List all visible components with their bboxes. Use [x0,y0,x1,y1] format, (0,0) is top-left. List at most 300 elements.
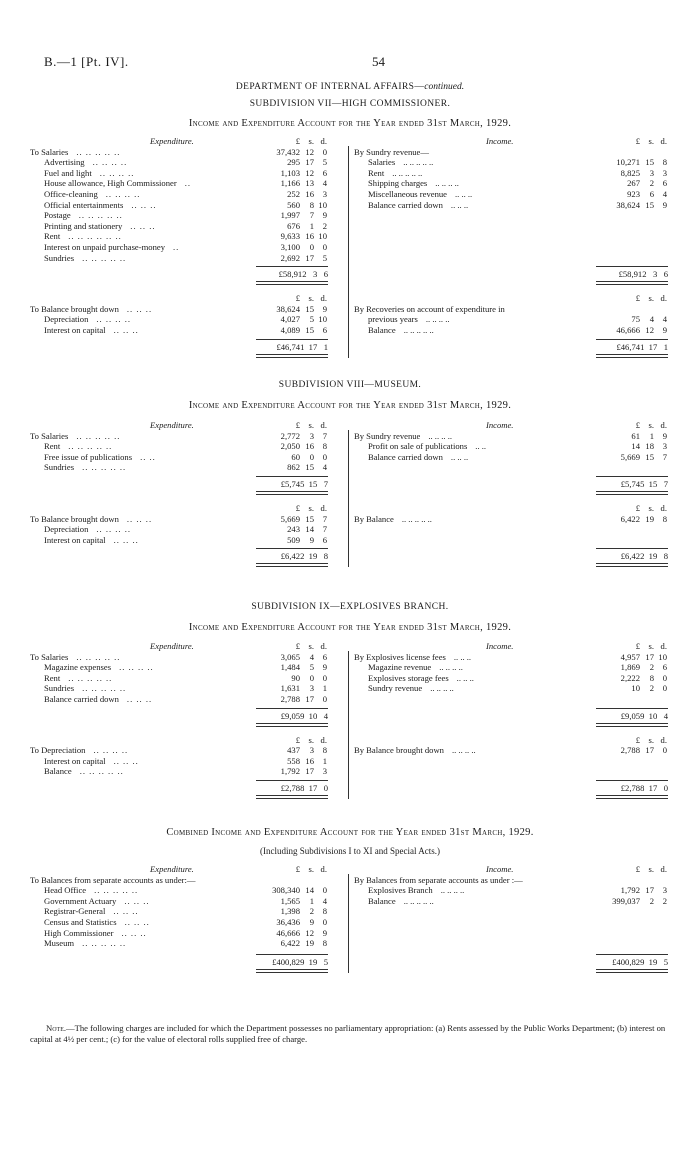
total-double-rule [596,281,668,285]
exp-row-label [44,231,122,242]
pounds-head: £ [635,503,640,513]
inc-row [30,147,670,158]
exp-amount-pounds: 60 [291,451,300,462]
exp-amount-shillings: 16 [305,441,314,452]
row-label-text: Balance carried down [44,694,119,704]
exp-amount-pounds: 90 [291,672,300,683]
exp-amount-pounds: 5,669 [280,513,300,524]
exp-row [30,917,670,928]
exp-amount-pence: 0 [322,451,327,462]
leader-dots: .. .. .. .. [93,745,129,756]
inc-amount-shillings: 18 [645,441,654,452]
exp-row [30,231,670,242]
leader-dots: .. .. .. .. .. [82,938,127,949]
leader-dots: .. .. .. .. .. [79,766,124,777]
row-label-text: Miscellaneous revenue [368,189,447,199]
total-rule [256,548,328,549]
leader-dots: .. .. .. .. [96,524,132,535]
expenditure-heading: Expenditure. [150,864,194,874]
inc-amount-pounds: 2,788 [620,745,640,756]
inc-total: £5,745 15 7 [620,479,668,489]
exp-amount-pounds: 1,166 [280,178,300,189]
exp-row [30,906,670,917]
inc-amount-pounds: 923 [627,189,640,199]
exp-amount-pence: 0 [322,917,327,927]
row-label-text: To Balance brought down [30,513,119,524]
exp-amount-pence: 10 [318,231,327,242]
exp-amount-pounds: 509 [287,534,300,545]
inc-row [30,885,670,896]
pounds-head: £ [635,641,640,651]
exp-amount-pounds: 2,788 [280,694,300,704]
row-label-text: Postage [44,210,71,221]
exp-amount-pence: 8 [322,938,327,949]
expenditure-heading: Expenditure. [150,136,194,146]
inc-amount-pence: 3 [662,885,667,896]
inc-amount-shillings: 15 [645,451,654,462]
inc-amount-shillings: 15 [645,157,654,168]
inc-amount-shillings: 19 [645,513,654,524]
row-label-text: Rent [368,167,385,178]
inc-row [30,189,670,200]
exp-row-label [44,766,124,777]
leader-dots: .. .. .. .. .. [76,146,121,157]
pence-head: d. [660,293,667,304]
leader-dots: .. .. .. .. .. [68,441,113,452]
exp-row [30,938,670,949]
inc-amount-pence: 2 [662,895,667,906]
inc-amount-shillings: 6 [649,189,654,199]
expenditure-heading: Expenditure. [150,420,194,430]
pence-head: d. [320,641,327,651]
leader-dots: .. .. .. .. .. [401,513,432,524]
pounds-head: £ [635,734,640,745]
exp-amount-shillings: 15 [305,513,314,524]
pence-head: d. [320,864,327,874]
pence-head: d. [660,641,667,651]
inc-amount-shillings: 1 [649,430,654,441]
shillings-head: s. [648,641,654,651]
exp-row [30,242,670,253]
exp-amount-shillings: 1 [309,895,314,906]
exp-amount-pounds: 37,432 [276,146,300,157]
exp-amount-pence: 7 [322,513,327,524]
row-label-text: By Recoveries on account of expenditure in [354,303,505,314]
inc-amount-pence: 4 [662,314,667,325]
shillings-head: s. [648,136,654,146]
inc-row-label [368,441,486,452]
exp-amount-shillings: 9 [309,534,314,545]
inc-amount-shillings: 2 [649,683,654,694]
exp-row [30,524,670,535]
inc-row-label [368,885,464,896]
row-label-text: Census and Statistics [44,917,117,927]
exp-amount-pence: 0 [322,694,327,704]
exp-row [30,928,670,939]
subdivision-title: SUBDIVISION IX—EXPLOSIVES BRANCH. [251,602,449,612]
exp-row [30,253,670,264]
inc-row [30,452,670,463]
row-label-text: To Salaries [30,651,69,662]
inc-row-label [368,896,434,907]
exp-total: £2,788 17 0 [280,783,328,793]
footnote [30,1023,670,1044]
exp-amount-pounds: 2,772 [280,430,300,441]
inc-total: £9,059 10 4 [620,710,668,721]
inc-amount-pence: 8 [662,157,667,168]
exp-amount-shillings: 14 [305,524,314,535]
exp-amount-pence: 7 [322,524,327,535]
row-label-text: Registrar-General [44,906,106,917]
row-label-text: To Balances from separate accounts as under:— [30,874,196,885]
row-label-text: Fuel and light [44,167,92,178]
exp-row [30,221,670,232]
exp-amount-pounds: 243 [287,524,300,535]
inc-amount-shillings: 17 [645,885,654,896]
row-label-text: Balance [44,766,72,777]
row-label-text: Shipping charges [368,178,428,189]
row-label-text: Balance carried down [368,451,443,462]
inc-row-label [368,673,474,684]
inc-total: £2,788 17 0 [620,783,668,793]
total-rule [596,548,668,549]
exp-amount-shillings: 8 [309,199,314,210]
exp-row-label [44,462,126,473]
inc-amount-shillings: 17 [645,745,654,756]
exp-row [30,694,670,705]
inc-amount-pence: 4 [662,189,667,199]
exp-amount-pence: 4 [322,462,327,473]
row-label-text: Head Office [44,885,87,896]
exp-amount-shillings: 19 [305,938,314,949]
exp-amount-pence: 9 [322,303,327,314]
exp-amount-shillings: 17 [305,157,314,168]
inc-amount-pence: 9 [662,430,667,441]
inc-amount-pence: 3 [662,441,667,452]
shillings-head: s. [308,293,314,304]
row-label-text: Free issue of publications [44,451,133,462]
leader-dots: .. .. .. .. .. [68,672,113,683]
inc-row-label [354,431,452,442]
pence-head: d. [320,503,327,513]
exp-amount-pence: 8 [322,441,327,452]
pounds-head: £ [635,864,640,874]
pence-head: d. [320,136,327,146]
exp-amount-shillings: 2 [309,906,314,917]
exp-amount-pence: 0 [322,146,327,157]
leader-dots: .. .. .. .. .. [82,462,127,473]
department-title: DEPARTMENT OF INTERNAL AFFAIRS—continued. [235,82,465,92]
combined-account-subtitle: (Including Subdivisions I to XI and Special Acts.) [260,846,440,856]
row-label-text: previous years [368,314,418,325]
inc-amount-pounds: 10 [631,683,640,694]
pence-head: d. [320,420,327,430]
exp-amount-pence: 3 [322,766,327,777]
pounds-head: £ [635,420,640,430]
pence-head: d. [660,503,667,513]
inc-total: £46,741 17 1 [616,341,668,352]
row-label-text: Interest on capital [44,325,106,335]
shillings-head: s. [308,420,314,430]
leader-dots: .. .. .. .. [451,745,476,756]
leader-dots: .. .. .. [113,534,139,545]
exp-amount-pounds: 1,631 [280,683,300,694]
exp-total: £5,745 15 7 [280,479,328,489]
exp-amount-pence: 7 [322,430,327,441]
shillings-head: s. [308,503,314,513]
inc-amount-pounds: 267 [627,178,640,189]
note-text: —The following charges are included for which the Department possesses no parliamentary appropriation: (a) Rents assessed by the Public Works Department; (b) interest on capital at 4½ per cent.; (c) for the value of electoral rolls supplied free of charge. [30,1023,666,1044]
leader-dots: .. [184,178,192,189]
row-label-text: To Salaries [30,146,69,157]
inc-row [30,157,670,168]
row-label-text: High Commissioner [44,927,114,938]
total-rule [596,476,668,477]
pence-head: d. [320,734,327,745]
exp-amount-pounds: 1,565 [280,895,300,906]
inc-row [30,745,670,756]
inc-amount-pounds: 61 [631,430,640,441]
pounds-head: £ [295,864,300,874]
leader-dots: .. .. .. .. [99,167,135,178]
row-label-text: Office-cleaning [44,189,98,199]
exp-amount-pence: 1 [322,755,327,766]
pounds-head: £ [295,420,300,430]
exp-amount-shillings: 16 [305,755,314,766]
exp-amount-shillings: 0 [309,451,314,462]
total-rule [596,708,668,709]
exp-amount-shillings: 0 [309,672,314,683]
inc-row [30,314,670,325]
total-rule [596,780,668,781]
inc-row [30,168,670,179]
inc-amount-pounds: 6,422 [620,513,640,524]
shillings-head: s. [648,503,654,513]
inc-row-label [368,189,472,200]
pence-head: d. [660,734,667,745]
shillings-head: s. [308,864,314,874]
inc-amount-pounds: 10,271 [616,157,640,168]
exp-row-label [44,253,126,264]
total-double-rule [256,491,328,495]
leader-dots: .. .. .. [453,651,472,662]
inc-amount-pence: 6 [662,178,667,189]
total-rule [256,780,328,781]
total-double-rule [596,795,668,799]
inc-row [30,875,670,886]
exp-row [30,756,670,767]
leader-dots: .. .. .. .. .. [403,157,434,168]
leader-dots: .. .. .. [126,303,153,314]
pence-head: d. [320,293,327,304]
exp-amount-pence: 6 [322,167,327,178]
row-label-text: By Balances from separate accounts as under :— [354,874,523,885]
leader-dots: .. .. .. .. .. [392,167,423,178]
expenditure-heading: Expenditure. [150,641,194,651]
exp-amount-shillings: 3 [309,683,314,694]
exp-amount-pence: 0 [322,672,327,683]
total-rule [596,954,668,955]
inc-row-label [368,168,422,179]
exp-amount-pence: 6 [322,534,327,545]
exp-amount-pounds: 3,065 [280,651,300,662]
row-label-text: Salaries [368,157,396,168]
inc-row-label [368,178,459,189]
exp-row-label [44,917,150,928]
exp-amount-pounds: 6,422 [280,938,300,949]
exp-row-label [44,938,126,949]
exp-amount-shillings: 7 [309,210,314,221]
inc-amount-pounds: 1,869 [620,662,640,673]
inc-amount-shillings: 15 [645,199,654,210]
leader-dots: .. .. [475,441,487,452]
shillings-head: s. [308,136,314,146]
leader-dots: .. .. .. [113,906,139,917]
row-label-text: Explosives storage fees [368,672,449,683]
pounds-head: £ [635,136,640,146]
note-label: Note. [46,1023,67,1033]
exp-amount-pounds: 38,624 [276,303,300,314]
exp-amount-pounds: 9,633 [280,231,300,242]
leader-dots: .. .. .. .. [96,314,132,325]
inc-row-label [368,683,454,694]
row-label-text: Interest on capital [44,755,106,766]
leader-dots: .. [173,242,180,252]
column-divider [348,146,349,358]
row-label-text: Advertising [44,157,85,168]
exp-total: £58,912 3 6 [278,269,328,280]
exp-amount-shillings: 15 [305,303,314,314]
exp-amount-shillings: 12 [305,146,314,157]
row-label-text: Depreciation [44,524,89,535]
exp-amount-pounds: 676 [287,220,300,231]
exp-amount-pence: 2 [322,220,327,231]
leader-dots: .. .. .. .. .. [76,651,121,662]
row-label-text: Interest on unpaid purchase-money [44,242,165,252]
inc-money-heads [30,641,670,652]
column-divider [348,651,349,799]
inc-row [30,662,670,673]
inc-row [30,304,670,315]
inc-amount-pounds: 46,666 [616,325,640,335]
page-number: 54 [372,54,385,69]
inc-amount-shillings: 4 [649,314,654,325]
inc-amount-pence: 6 [662,662,667,673]
exp-amount-shillings: 5 [309,314,314,325]
exp-amount-shillings: 14 [305,885,314,896]
pounds-head: £ [295,641,300,651]
row-label-text: By Balance [354,513,394,524]
exp-amount-pounds: 862 [287,462,300,473]
inc-amount-shillings: 12 [645,325,654,335]
inc-amount-pounds: 14 [631,441,640,452]
leader-dots: .. .. .. [124,895,150,906]
shillings-head: s. [308,641,314,651]
leader-dots: .. .. .. .. [430,683,454,694]
inc-amount-shillings: 3 [649,167,654,178]
leader-dots: .. .. .. [131,199,157,210]
exp-total: £400,829 19 5 [272,956,328,967]
exp-amount-pence: 8 [322,745,327,756]
row-label-text: Sundry revenue [368,683,423,694]
total-double-rule [256,281,328,285]
leader-dots: .. .. .. [124,917,150,927]
exp-amount-pence: 8 [322,906,327,917]
leader-dots: .. .. .. .. .. [403,325,434,335]
exp-row-label [44,210,123,221]
leader-dots: .. .. .. [121,927,147,938]
inc-money-heads [30,864,670,875]
inc-amount-pounds: 5,669 [620,451,640,462]
leader-dots: .. .. .. [456,672,474,683]
income-heading: Income. [486,641,514,651]
inc-row-label [368,452,468,463]
inc-row [30,178,670,189]
total-double-rule [596,563,668,567]
exp-row-label [44,756,139,767]
account-title: Income and Expenditure Account for the Year ended 31st March, 1929. [188,622,512,633]
row-label-text: Balance carried down [368,199,443,210]
exp-row-label [44,221,155,232]
pounds-head: £ [635,293,640,304]
inc-amount-pounds: 8,825 [620,167,640,178]
exp-amount-pounds: 1,398 [280,906,300,917]
exp-amount-shillings: 16 [305,189,314,199]
inc-row-label [354,514,432,525]
account-title: Income and Expenditure Account for the Year ended 31st March, 1929. [188,400,512,411]
leader-dots: .. .. .. .. [428,430,452,441]
exp-row-label [44,906,139,917]
pounds-head: £ [295,503,300,513]
exp-row [30,766,670,777]
total-double-rule [256,723,328,727]
income-heading: Income. [486,864,514,874]
row-label-text: Official entertainments [44,199,124,210]
row-label-text: Interest on capital [44,534,106,545]
exp-amount-pounds: 3,100 [280,242,300,252]
inc-row [30,441,670,452]
exp-amount-pounds: 4,089 [280,325,300,335]
inc-amount-pence: 7 [662,451,667,462]
inc-amount-pence: 0 [662,745,667,756]
inc-row-label [368,157,433,168]
total-double-rule [256,354,328,358]
shillings-head: s. [648,734,654,745]
exp-amount-pence: 0 [322,242,327,252]
inc-amount-pence: 10 [658,651,667,662]
inc-row-label [354,147,429,158]
inc-row-label [354,652,471,663]
leader-dots: .. .. .. .. [105,189,141,199]
subdivision-title: SUBDIVISION VIII—MUSEUM. [278,380,422,390]
inc-amount-pounds: 4,957 [620,651,640,662]
exp-amount-pounds: 295 [287,157,300,168]
exp-amount-shillings: 12 [305,167,314,178]
leader-dots: .. .. .. .. .. [82,252,127,263]
inc-row [30,652,670,663]
account-title: Income and Expenditure Account for the Year ended 31st March, 1929. [188,118,512,129]
row-label-text: Depreciation [44,314,89,325]
exp-amount-pence: 4 [322,895,327,906]
row-label-text: By Sundry revenue [354,430,421,441]
exp-amount-pounds: 2,050 [280,441,300,452]
row-label-text: By Explosives license fees [354,651,446,662]
total-double-rule [596,969,668,973]
row-label-text: Magazine revenue [368,662,432,673]
exp-amount-shillings: 15 [305,325,314,335]
shillings-head: s. [308,734,314,745]
leader-dots: .. .. .. .. .. [82,683,127,694]
